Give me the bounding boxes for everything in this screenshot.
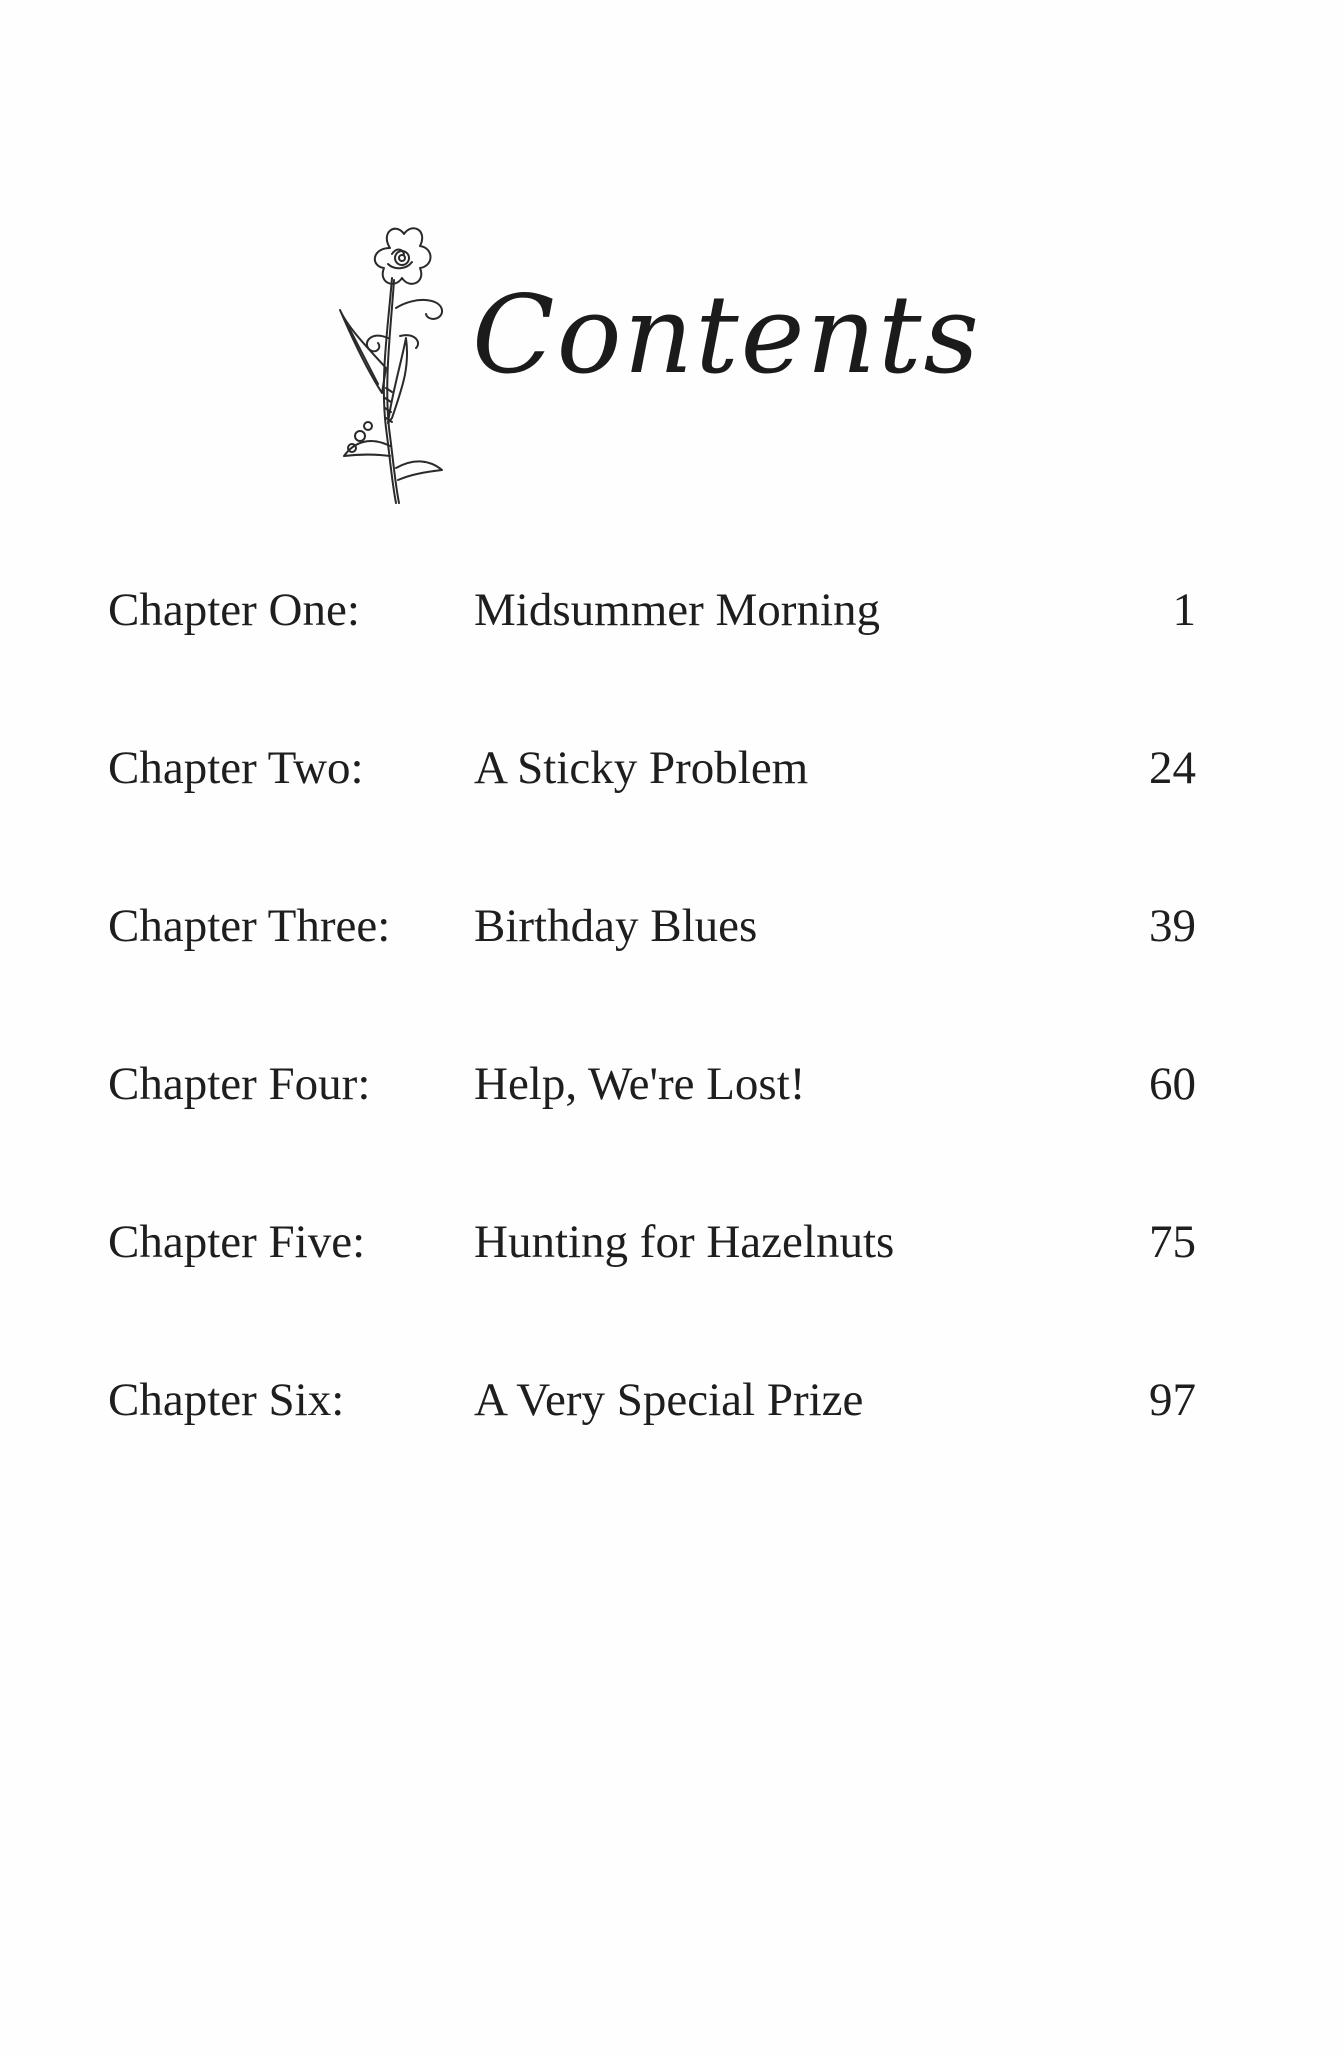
toc-row[interactable] bbox=[0, 575, 1344, 645]
toc-row[interactable] bbox=[0, 1207, 1344, 1277]
chapter-title: Birthday Blues bbox=[474, 900, 758, 952]
chapter-page-number: 1 bbox=[1172, 584, 1196, 636]
chapter-title: Midsummer Morning bbox=[474, 584, 881, 636]
toc-row[interactable] bbox=[0, 1049, 1344, 1119]
chapter-page-number: 60 bbox=[1149, 1058, 1196, 1110]
toc-row[interactable] bbox=[0, 1365, 1344, 1435]
chapter-title: A Sticky Problem bbox=[474, 742, 809, 794]
chapter-title: Help, We're Lost! bbox=[474, 1058, 806, 1110]
chapter-page-number: 97 bbox=[1149, 1374, 1196, 1426]
chapter-page-number: 24 bbox=[1149, 742, 1196, 794]
chapter-label: Chapter Five: bbox=[108, 1216, 366, 1268]
toc-row[interactable] bbox=[0, 891, 1344, 961]
page-title: Contents bbox=[472, 273, 981, 398]
chapter-page-number: 39 bbox=[1149, 900, 1196, 952]
chapter-title: Hunting for Hazelnuts bbox=[474, 1216, 895, 1268]
chapter-label: Chapter One: bbox=[108, 584, 360, 636]
chapter-label: Chapter Three: bbox=[108, 900, 391, 952]
toc-row[interactable] bbox=[0, 733, 1344, 803]
chapter-title: A Very Special Prize bbox=[474, 1374, 864, 1426]
chapter-label: Chapter Four: bbox=[108, 1058, 371, 1110]
chapter-label: Chapter Two: bbox=[108, 742, 364, 794]
chapter-label: Chapter Six: bbox=[108, 1374, 345, 1426]
chapter-page-number: 75 bbox=[1149, 1216, 1196, 1268]
